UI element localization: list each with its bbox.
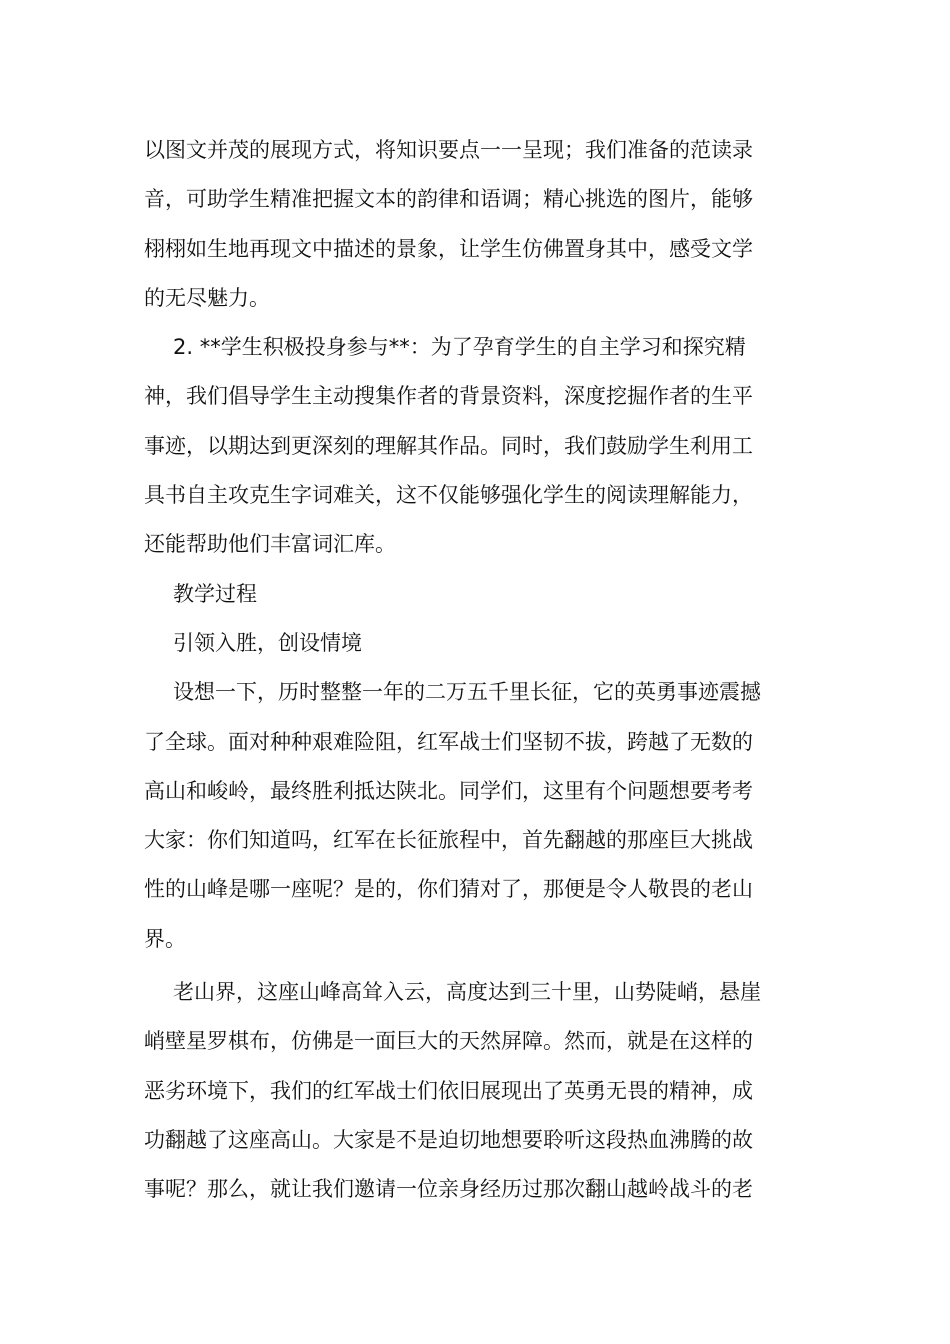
text-line: 以图文并茂的展现方式，将知识要点一一呈现；我们准备的范读录 — [144, 138, 753, 162]
text-line: 了全球。面对种种艰难险阻，红军战士们坚韧不拔，跨越了无数的 — [144, 729, 753, 754]
text-line: 还能帮助他们丰富词汇库。 — [144, 532, 396, 557]
text-line: 老山界，这座山峰高耸入云，高度达到三十里，山势陡峭，悬崖 — [173, 980, 761, 1005]
text-line: 神，我们倡导学生主动搜集作者的背景资料，深度挖掘作者的生平 — [144, 384, 753, 409]
text-line: 性的山峰是哪一座呢？是的，你们猜对了，那便是令人敬畏的老山 — [144, 877, 753, 902]
subsection-heading: 引领入胜，创设情境 — [173, 630, 362, 655]
numbered-paragraph-line: 2. **学生积极投身参与**：为了孕育学生的自主学习和探究精 — [173, 335, 746, 360]
text-line: 的无尽魅力。 — [144, 285, 270, 310]
text-line: 界。 — [144, 926, 186, 951]
text-line: 高山和峻岭，最终胜利抵达陕北。同学们，这里有个问题想要考考 — [144, 778, 753, 803]
text-line: 设想一下，历时整整一年的二万五千里长征，它的英勇事迹震撼 — [173, 680, 761, 705]
text-line: 栩栩如生地再现文中描述的景象，让学生仿佛置身其中，感受文学 — [144, 236, 753, 261]
text-line: 事迹，以期达到更深刻的理解其作品。同时，我们鼓励学生利用工 — [144, 433, 753, 458]
text-line: 具书自主攻克生字词难关，这不仅能够强化学生的阅读理解能力， — [144, 483, 753, 508]
text-line: 恶劣环境下，我们的红军战士们依旧展现出了英勇无畏的精神，成 — [144, 1078, 753, 1103]
text-line: 音，可助学生精准把握文本的韵律和语调；精心挑选的图片，能够 — [144, 187, 753, 212]
text-line: 事呢？那么，就让我们邀请一位亲身经历过那次翻山越岭战斗的老 — [144, 1177, 753, 1202]
document-body — [144, 126, 809, 1215]
text-line: 峭壁星罗棋布，仿佛是一面巨大的天然屏障。然而，就是在这样的 — [144, 1029, 753, 1054]
section-heading: 教学过程 — [173, 581, 257, 606]
text-line: 大家：你们知道吗，红军在长征旅程中，首先翻越的那座巨大挑战 — [144, 828, 753, 853]
text-line: 功翻越了这座高山。大家是不是迫切地想要聆听这段热血沸腾的故 — [144, 1127, 753, 1152]
